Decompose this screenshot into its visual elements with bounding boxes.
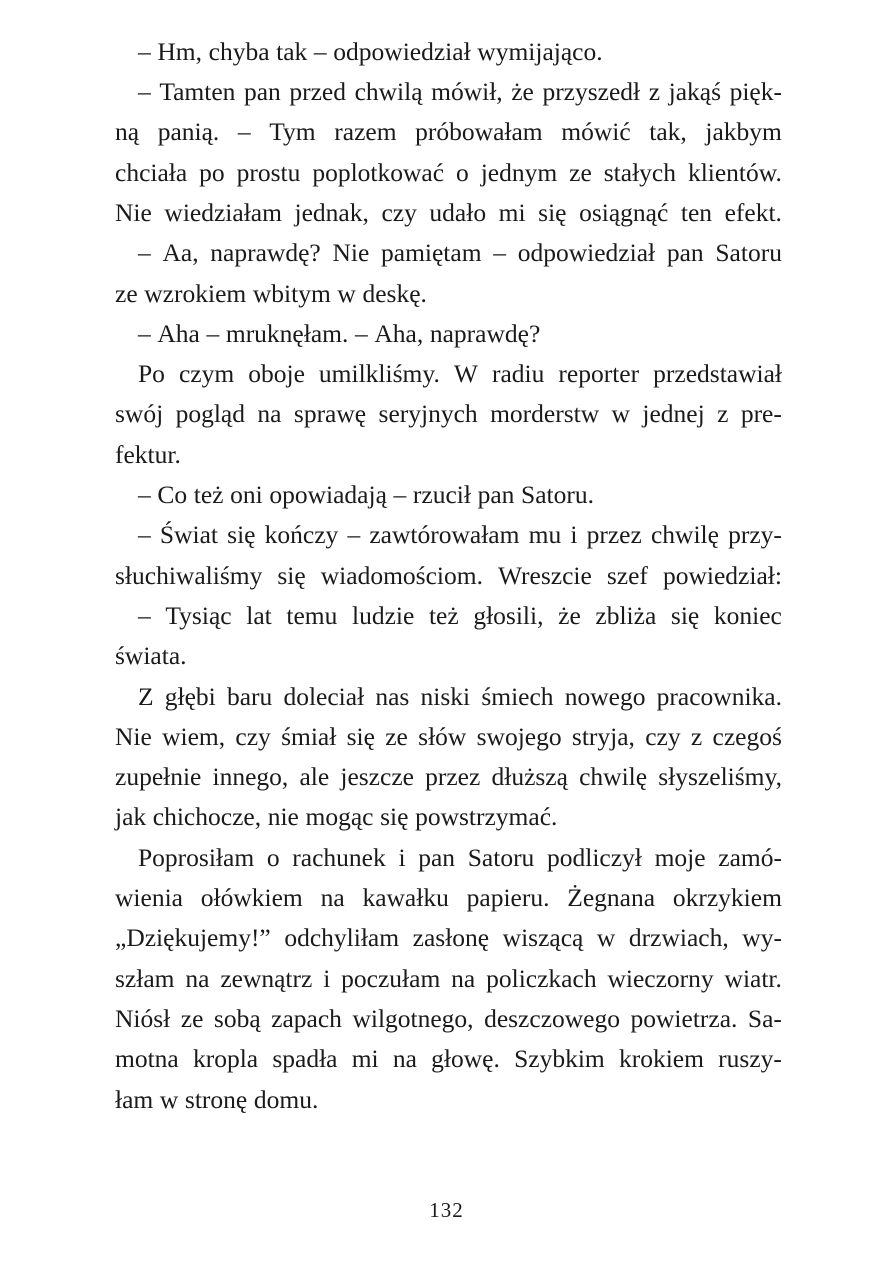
text-line: – Tamten pan przed chwilą mówił, że przyszedł z jakąś pięk- bbox=[138, 77, 782, 107]
text-line: – Świat się kończy – zawtórowałam mu i przez chwilę przy- bbox=[138, 520, 782, 550]
text-line: wienia ołówkiem na kawałku papieru. Żegnana okrzykiem bbox=[115, 883, 782, 913]
text-line: Po czym oboje umilkliśmy. W radiu reporter przedstawiał bbox=[138, 359, 782, 389]
text-line: swój pogląd na sprawę seryjnych morderstw w jednej z pre- bbox=[115, 399, 782, 429]
text-line: Niósł ze sobą zapach wilgotnego, deszczowego powietrza. Sa- bbox=[115, 1003, 782, 1033]
text-line: Z głębi baru doleciał nas niski śmiech nowego pracownika. bbox=[138, 681, 782, 711]
text-line: „Dziękujemy!” odchyliłam zasłonę wiszącą w drzwiach, wy- bbox=[115, 923, 782, 953]
text-line: słuchiwaliśmy się wiadomościom. Wreszcie szef powiedział: bbox=[115, 560, 782, 590]
text-line: chciała po prostu poplotkować o jednym ze stałych klientów. bbox=[115, 157, 782, 187]
page-body-text bbox=[115, 28, 782, 1116]
text-line: fektur. bbox=[115, 439, 181, 469]
text-line: motna kropla spadła mi na głowę. Szybkim krokiem ruszy- bbox=[115, 1044, 782, 1074]
text-line: ną panią. – Tym razem próbowałam mówić tak, jakbym bbox=[115, 117, 782, 147]
text-line: Poprosiłam o rachunek i pan Satoru podliczył moje zamó- bbox=[138, 842, 782, 872]
text-line: łam w stronę domu. bbox=[115, 1084, 319, 1114]
text-line: zupełnie innego, ale jeszcze przez dłuższą chwilę słyszeliśmy, bbox=[115, 762, 782, 792]
text-line: Nie wiem, czy śmiał się ze słów swojego stryja, czy z czegoś bbox=[115, 721, 782, 751]
text-line: jak chichocze, nie mogąc się powstrzymać. bbox=[115, 802, 558, 832]
text-line: szłam na zewnątrz i poczułam na policzkach wieczorny wiatr. bbox=[115, 963, 782, 993]
text-line: ze wzrokiem wbitym w deskę. bbox=[115, 278, 427, 308]
text-line: – Tysiąc lat temu ludzie też głosili, że zbliża się koniec bbox=[138, 600, 782, 630]
page-number: 132 bbox=[429, 1198, 464, 1222]
text-line: świata. bbox=[115, 641, 187, 671]
text-line: – Aa, naprawdę? Nie pamiętam – odpowiedział pan Satoru bbox=[138, 238, 782, 268]
text-line: – Aha – mruknęłam. – Aha, naprawdę? bbox=[138, 318, 541, 348]
text-line: Nie wiedziałam jednak, czy udało mi się osiągnąć ten efekt. bbox=[115, 197, 782, 227]
text-line: – Co też oni opowiadają – rzucił pan Satoru. bbox=[138, 480, 594, 510]
text-line: – Hm, chyba tak – odpowiedział wymijająco. bbox=[138, 36, 603, 66]
